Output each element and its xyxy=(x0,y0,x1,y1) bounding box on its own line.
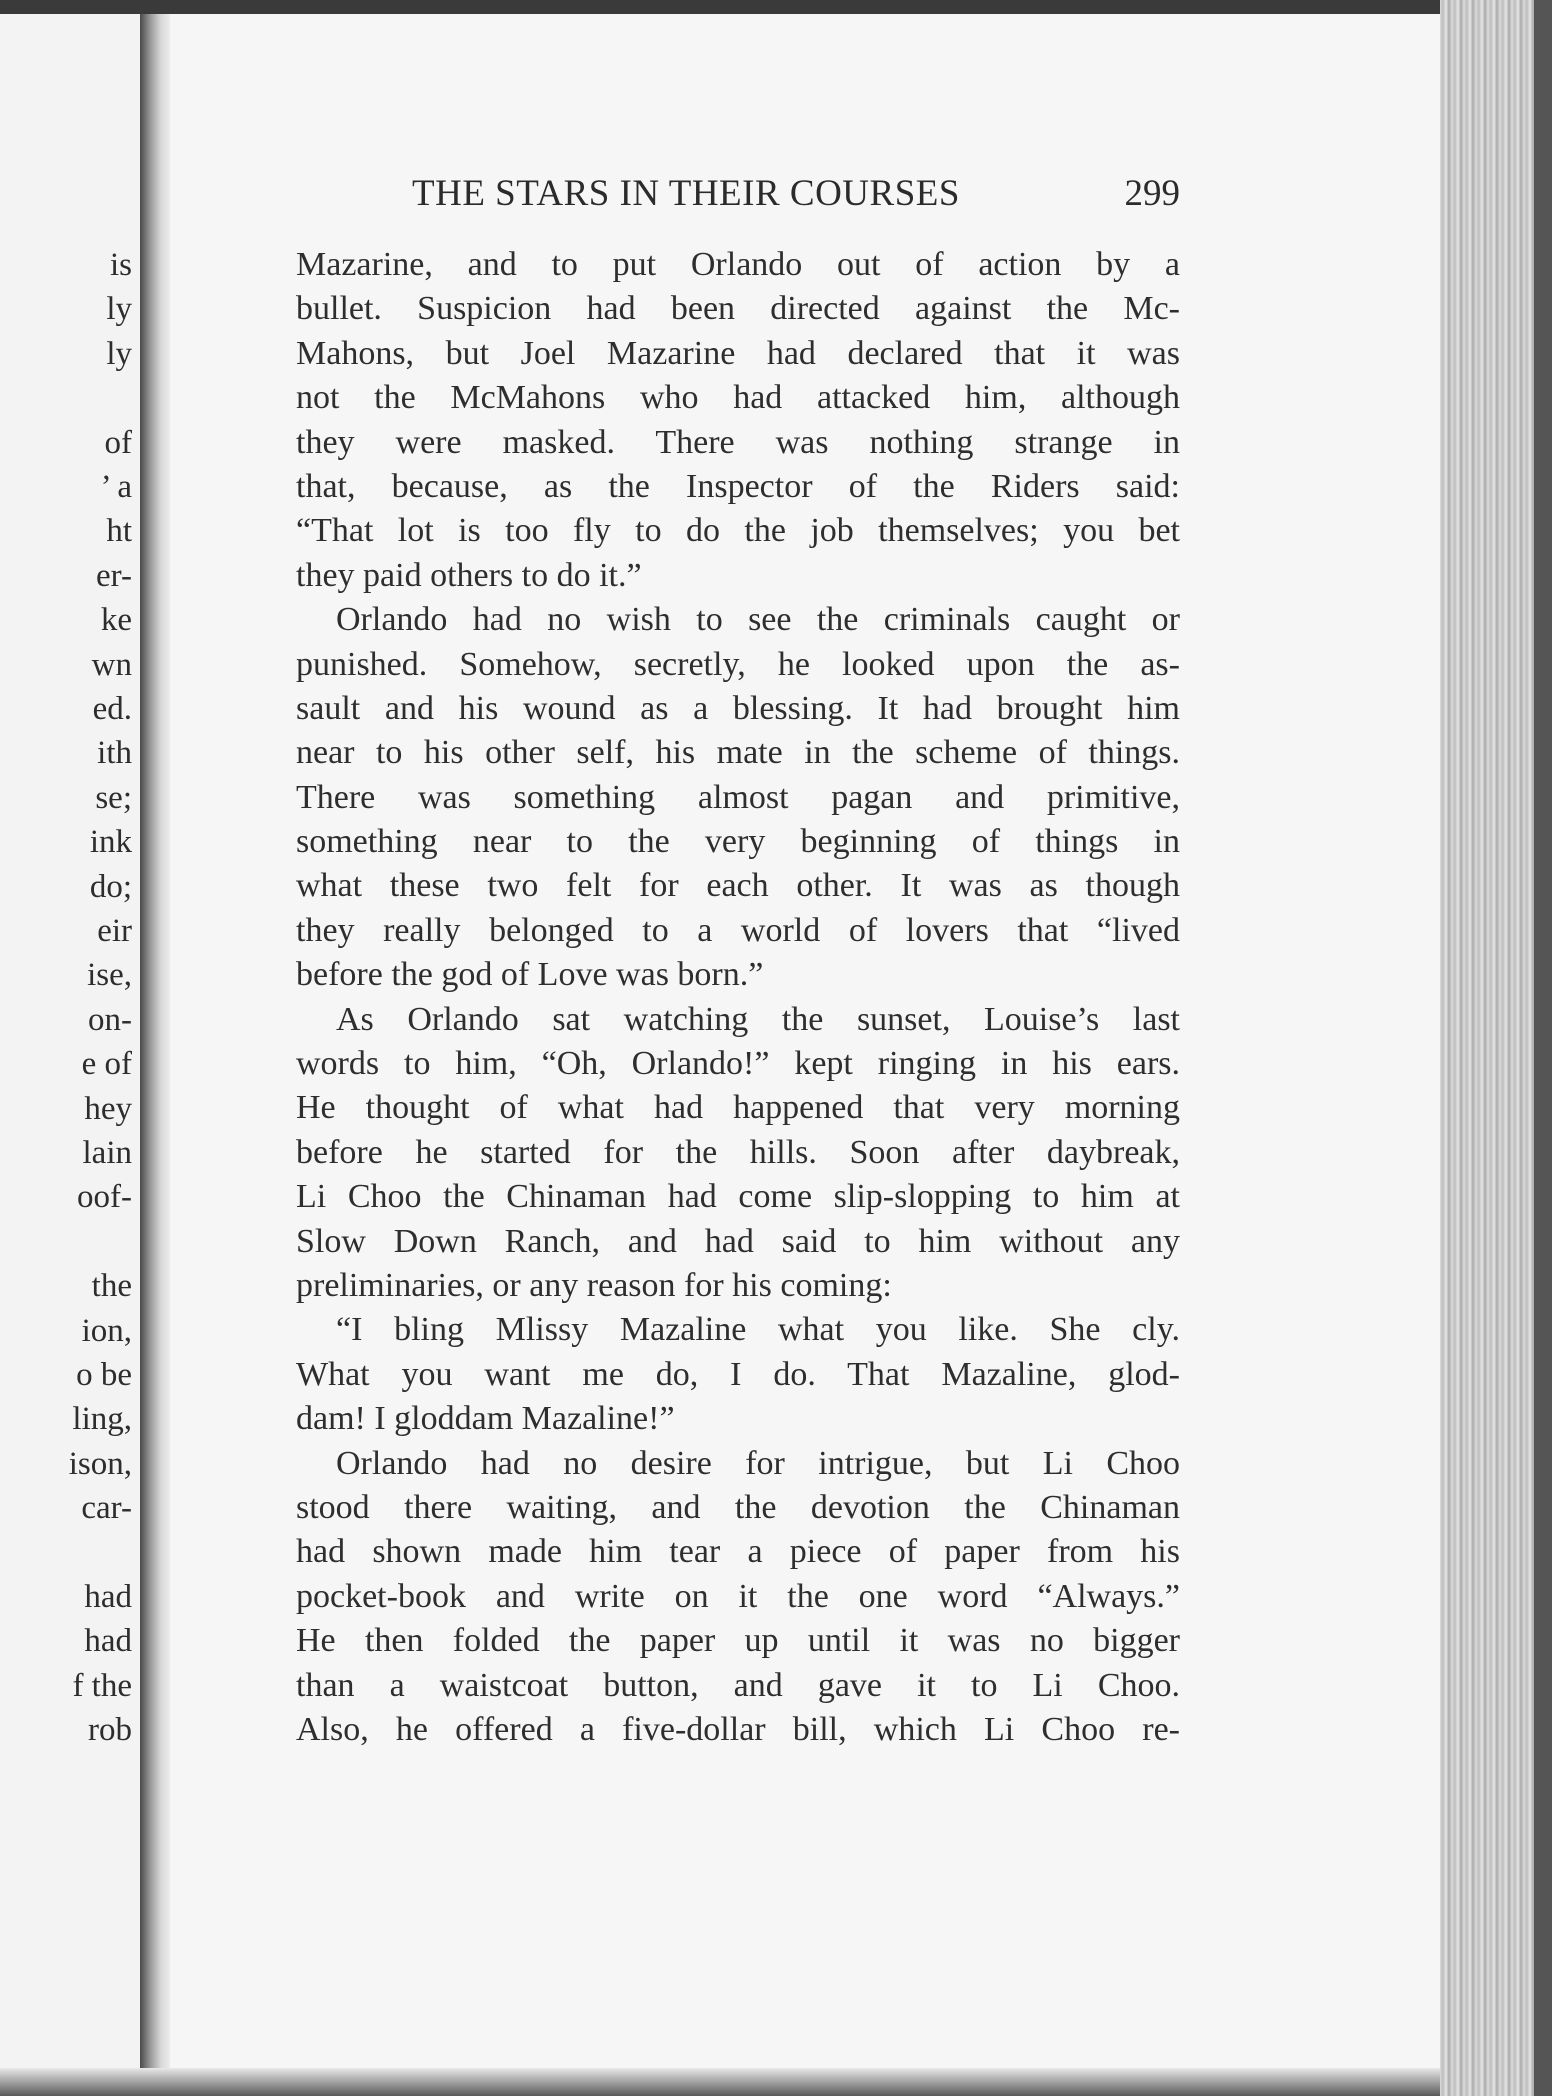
text-line: There was something almost pagan and primitive, xyxy=(296,778,1180,816)
left-page-text-fragment: wn xyxy=(91,646,132,683)
text-line: “I bling Mlissy Mazaline what you like. She cly. xyxy=(336,1311,1180,1349)
text-line: What you want me do, I do. That Mazaline, glod- xyxy=(296,1355,1180,1393)
text-line: Li Choo the Chinaman had come slip-slopping to him at xyxy=(296,1178,1180,1216)
left-page-text-fragment: ly xyxy=(106,335,132,372)
left-page-text-fragment: eir xyxy=(97,913,132,949)
text-line: that, because, as the Inspector of the Riders said: xyxy=(296,467,1180,505)
text-line: sault and his wound as a blessing. It had brought him xyxy=(296,689,1180,727)
body-text xyxy=(296,243,1180,1752)
left-facing-page xyxy=(0,14,140,2096)
text-line: stood there waiting, and the devotion the Chinaman xyxy=(296,1488,1180,1526)
left-page-text-fragment: ’ a xyxy=(100,469,132,505)
text-line: Orlando had no wish to see the criminals caught or xyxy=(336,601,1180,639)
text-line: than a waistcoat button, and gave it to Li Choo. xyxy=(296,1666,1180,1704)
text-line: preliminaries, or any reason for his coming: xyxy=(296,1266,892,1304)
text-line: near to his other self, his mate in the scheme of things. xyxy=(296,734,1180,772)
text-line: He thought of what had happened that very morning xyxy=(296,1089,1180,1127)
left-page-text-fragment: on- xyxy=(88,1001,132,1038)
left-page-text-fragment: oof- xyxy=(77,1179,132,1216)
left-page-text-fragment: ht xyxy=(106,513,132,550)
left-page-text-fragment: f the xyxy=(72,1667,132,1704)
left-page-text-fragment: er- xyxy=(96,557,132,594)
text-line: not the McMahons who had attacked him, although xyxy=(296,379,1180,417)
left-page-text-fragment: of xyxy=(104,424,132,461)
text-line: Slow Down Ranch, and had said to him without any xyxy=(296,1222,1180,1260)
left-page-text-fragment: o be xyxy=(76,1357,132,1393)
text-line: Orlando had no desire for intrigue, but Li Choo xyxy=(336,1444,1180,1482)
left-page-text-fragment: do; xyxy=(89,868,132,905)
page-block-edge xyxy=(1440,0,1552,2096)
text-line: As Orlando sat watching the sunset, Louise’s last xyxy=(336,1000,1180,1038)
scan-bottom-edge xyxy=(0,2068,1440,2096)
text-line: He then folded the paper up until it was no bigger xyxy=(296,1622,1180,1660)
left-page-text-fragment: car- xyxy=(81,1490,132,1527)
left-page-text-fragment: the xyxy=(91,1268,132,1305)
text-line: bullet. Suspicion had been directed against the Mc- xyxy=(296,290,1180,328)
left-page-text-fragment: lain xyxy=(82,1135,132,1171)
text-line: they were masked. There was nothing strange in xyxy=(296,423,1180,461)
left-page-text-fragment: ison, xyxy=(68,1445,132,1482)
running-head-title: THE STARS IN THEIR COURSES xyxy=(412,173,960,214)
text-line: had shown made him tear a piece of paper from his xyxy=(296,1533,1180,1571)
left-page-text-fragment: ith xyxy=(97,735,132,772)
text-line: they really belonged to a world of lovers that “lived xyxy=(296,911,1180,949)
left-page-text-fragment: ink xyxy=(89,824,132,861)
text-line: pocket-book and write on it the one word “Always.” xyxy=(296,1577,1180,1615)
text-line: before the god of Love was born.” xyxy=(296,956,764,994)
left-page-text-fragment: hey xyxy=(84,1090,132,1127)
left-page-text-fragment: is xyxy=(109,247,132,283)
left-page-text-fragment: se; xyxy=(95,779,132,816)
text-line: words to him, “Oh, Orlando!” kept ringing in his ears. xyxy=(296,1045,1180,1083)
left-page-text-fragment: ling, xyxy=(72,1401,132,1438)
scan-top-edge xyxy=(0,0,1552,14)
left-page-text-fragment: ion, xyxy=(81,1312,132,1349)
left-page-text-fragment: had xyxy=(84,1579,132,1615)
page-number: 299 xyxy=(1124,173,1180,214)
text-line: what these two felt for each other. It was as though xyxy=(296,867,1180,905)
text-line: punished. Somehow, secretly, he looked upon the as- xyxy=(296,645,1180,683)
left-page-text-fragment: had xyxy=(84,1623,132,1660)
left-page-text-fragment: ke xyxy=(100,602,132,639)
text-line: Mazarine, and to put Orlando out of action by a xyxy=(296,246,1180,283)
text-line: something near to the very beginning of things in xyxy=(296,823,1180,861)
text-line: “That lot is too fly to do the job themselves; you bet xyxy=(296,512,1180,550)
left-page-text-fragment: ed. xyxy=(92,691,132,727)
text-line: before he started for the hills. Soon after daybreak, xyxy=(296,1133,1180,1171)
left-page-text-fragment: rob xyxy=(88,1712,132,1749)
left-page-text-fragment: e of xyxy=(81,1046,132,1083)
text-line: Mahons, but Joel Mazarine had declared that it was xyxy=(296,334,1180,372)
running-head xyxy=(236,168,1180,224)
text-line: Also, he offered a five-dollar bill, which Li Choo re- xyxy=(296,1710,1180,1748)
left-page-text-fragment: ise, xyxy=(87,957,132,994)
left-page-text-fragment: ly xyxy=(106,291,132,328)
text-line: dam! I gloddam Mazaline!” xyxy=(296,1400,675,1438)
book-gutter xyxy=(140,14,170,2096)
text-line: they paid others to do it.” xyxy=(296,556,642,594)
